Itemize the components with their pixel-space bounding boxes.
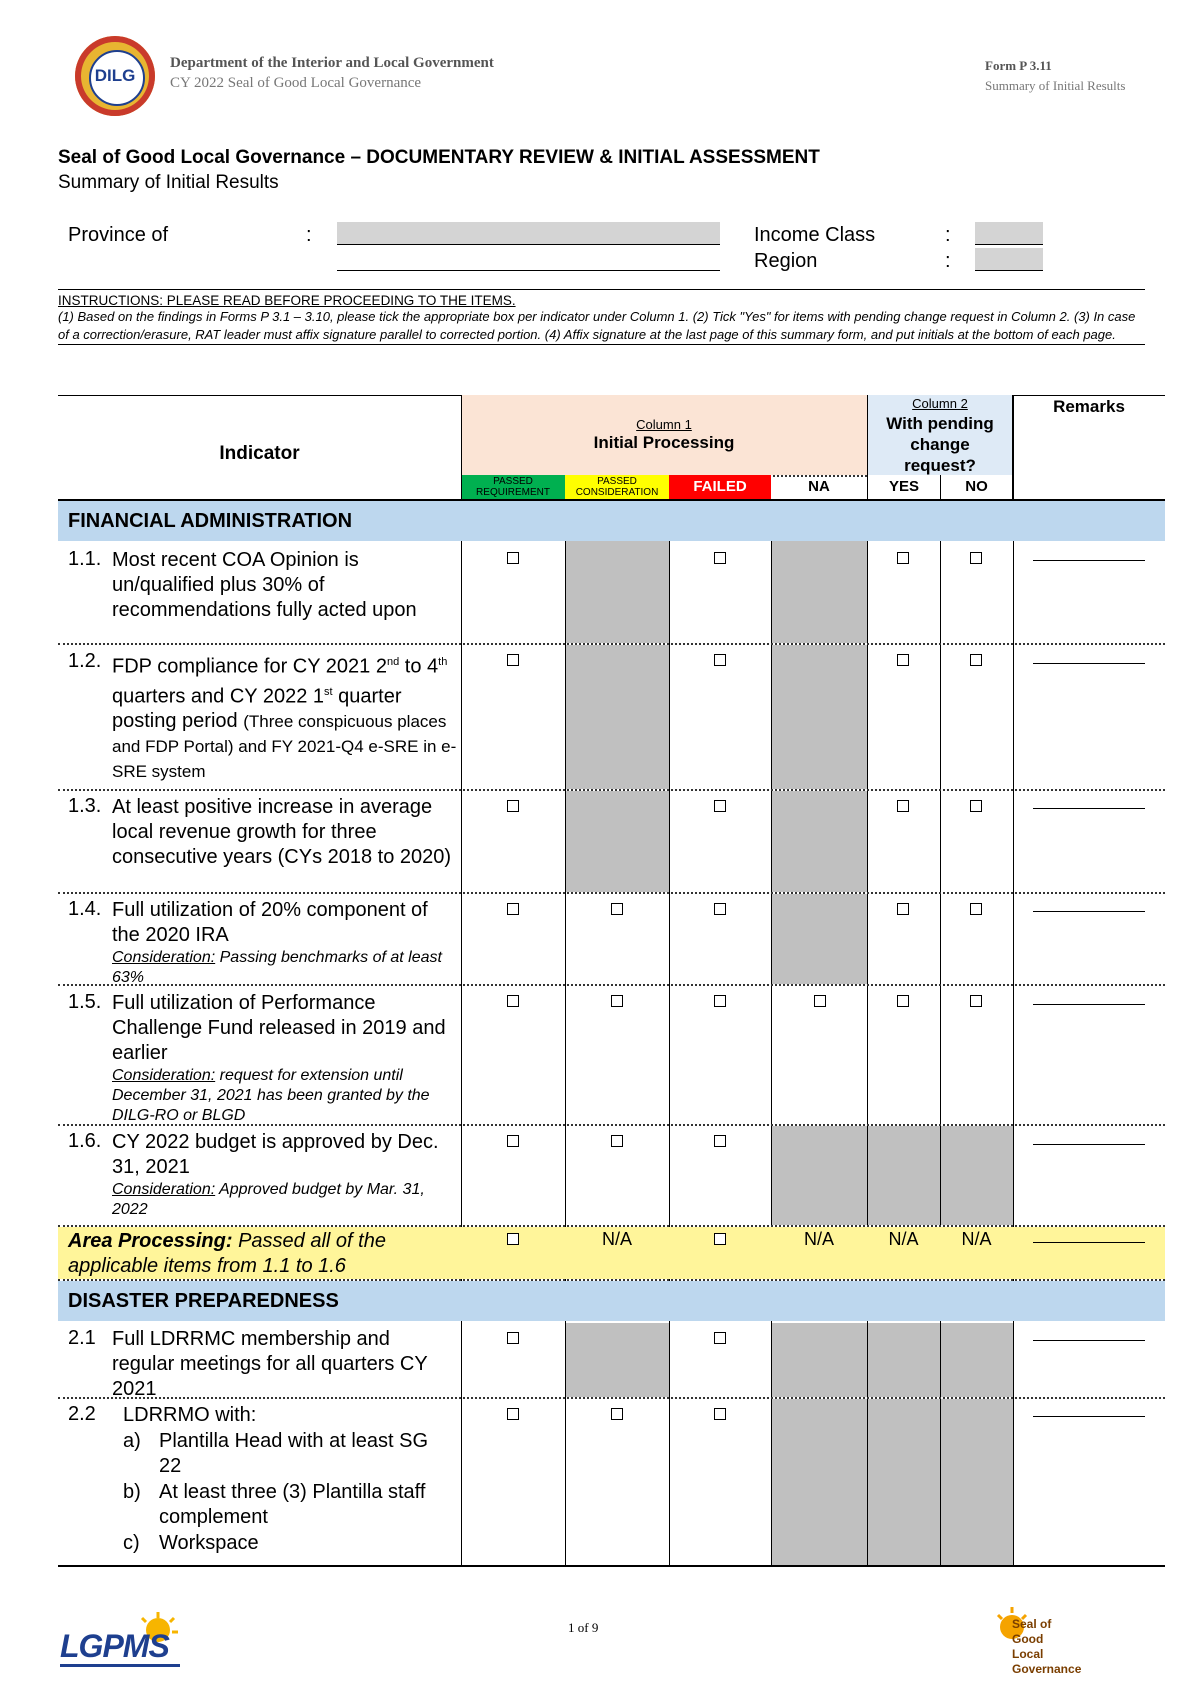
indicator-text: Full utilization of Performance Challenge Fund released in 2019 and earlier Consideration: request for extension until December 31, 2021 has been granted by the DILG-RO or BLGD [112, 992, 446, 1124]
checkbox-yes[interactable] [897, 995, 909, 1007]
na-no: N/A [961, 1229, 992, 1249]
page-subtitle: Summary of Initial Results [58, 172, 279, 193]
sub-item-label: a) [123, 1430, 141, 1452]
indicator-number: 2.1 [68, 1327, 96, 1349]
seal-logo [992, 1605, 1102, 1695]
dilg-logo: DILG [75, 36, 155, 116]
checkbox-failed[interactable] [714, 800, 726, 812]
section-financial-administration: FINANCIAL ADMINISTRATION [58, 501, 1165, 541]
section-disaster-preparedness: DISASTER PREPAREDNESS [58, 1281, 1165, 1321]
indicator-number: 1.2. [68, 650, 102, 672]
remarks-field[interactable] [1033, 911, 1145, 912]
indicator-text: Full utilization of 20% component of the 2020 IRA Consideration: Passing benchmarks of at least 63% [112, 899, 442, 986]
checkbox-failed[interactable] [714, 995, 726, 1007]
indicator-header: Indicator [219, 443, 300, 464]
indicator-number: 2.2 [68, 1403, 96, 1425]
checkbox-passed-requirement[interactable] [507, 654, 519, 666]
failed-header: FAILED [669, 475, 771, 499]
remarks-header: Remarks [1053, 397, 1125, 416]
checkbox-area-passed[interactable] [507, 1233, 519, 1245]
area-processing-label: Area Processing: Passed all of the applicable items from 1.1 to 1.6 [68, 1230, 386, 1277]
na-passed-consideration: N/A [601, 1229, 632, 1249]
checkbox-yes[interactable] [897, 654, 909, 666]
checkbox-passed-consideration[interactable] [611, 1135, 623, 1147]
indicator-text: CY 2022 budget is approved by Dec. 31, 2021 Consideration: Approved budget by Mar. 31, 2022 [112, 1131, 439, 1218]
remarks-field[interactable] [1033, 560, 1145, 561]
province-colon: : [306, 224, 312, 246]
checkbox-failed[interactable] [714, 654, 726, 666]
seal-logo-text: Seal of Good Local Governance [1012, 1617, 1082, 1676]
remarks-field[interactable] [1033, 1242, 1145, 1243]
indicator-text: Full LDRRMC membership and regular meetings for all quarters CY 2021 [112, 1328, 428, 1400]
sub-item-text: Workspace [159, 1532, 259, 1554]
checkbox-yes[interactable] [897, 552, 909, 564]
remarks-field[interactable] [1033, 1416, 1145, 1417]
indicator-text: LDRRMO with: [123, 1404, 257, 1426]
page-number: 1 of 9 [568, 1620, 599, 1635]
passed-consideration-header: PASSED CONSIDERATION [565, 475, 669, 499]
checkbox-passed-requirement[interactable] [507, 552, 519, 564]
column1-title: Initial Processing [593, 433, 735, 452]
indicator-text: FDP compliance for CY 2021 2nd to 4th quarters and CY 2022 1st quarter posting period (Three conspicuous places and FDP Portal) and FY 2021-Q4 e-SRE in e-SRE system [112, 655, 457, 782]
remarks-field[interactable] [1033, 1004, 1145, 1005]
instructions-heading: INSTRUCTIONS: PLEASE READ BEFORE PROCEEDING TO THE ITEMS. [58, 293, 516, 308]
checkbox-passed-requirement[interactable] [507, 903, 519, 915]
income-class-label: Income Class [754, 224, 876, 246]
indicator-number: 1.6. [68, 1130, 102, 1152]
checkbox-failed[interactable] [714, 903, 726, 915]
sub-item-label: c) [123, 1532, 140, 1554]
na-na: N/A [803, 1229, 834, 1249]
instructions [58, 289, 1145, 345]
indicator-number: 1.1. [68, 548, 102, 570]
program-name: CY 2022 Seal of Good Local Governance [170, 75, 422, 91]
checkbox-area-failed[interactable] [714, 1233, 726, 1245]
form-title: Summary of Initial Results [985, 78, 1126, 93]
income-class-colon: : [945, 224, 951, 246]
checkbox-no[interactable] [970, 552, 982, 564]
region-colon: : [945, 250, 951, 272]
sub-item-label: b) [123, 1481, 141, 1503]
province-label: Province of [68, 224, 169, 246]
remarks-field[interactable] [1033, 1340, 1145, 1341]
income-class-input[interactable] [975, 222, 1043, 245]
passed-requirement-header: PASSED REQUIREMENT [461, 475, 565, 499]
checkbox-failed[interactable] [714, 1408, 726, 1420]
summary-table [58, 395, 1165, 1567]
sub-item-text: Plantilla Head with at least SG 22 [159, 1430, 429, 1477]
checkbox-failed[interactable] [714, 552, 726, 564]
checkbox-yes[interactable] [897, 903, 909, 915]
remarks-field[interactable] [1033, 1144, 1145, 1145]
sub-item-text: At least three (3) Plantilla staff complement [159, 1481, 426, 1528]
checkbox-no[interactable] [970, 995, 982, 1007]
checkbox-passed-requirement[interactable] [507, 1408, 519, 1420]
remarks-field[interactable] [1033, 663, 1145, 664]
checkbox-passed-consideration[interactable] [611, 1408, 623, 1420]
lgpms-logo-text: LGPMS [60, 1628, 169, 1664]
indicator-text: Most recent COA Opinion is un/qualified plus 30% of recommendations fully acted upon [112, 549, 417, 621]
checkbox-yes[interactable] [897, 800, 909, 812]
na-header: NA [808, 478, 830, 495]
page-title: Seal of Good Local Governance – DOCUMENTARY REVIEW & INITIAL ASSESSMENT [58, 147, 820, 168]
column1-label: Column 1 [636, 417, 692, 432]
checkbox-passed-consideration[interactable] [611, 903, 623, 915]
indicator-number: 1.3. [68, 795, 102, 817]
region-input[interactable] [975, 248, 1043, 271]
column2-label: Column 2 [912, 396, 968, 411]
checkbox-no[interactable] [970, 903, 982, 915]
region-label: Region [754, 250, 818, 272]
indicator-text: At least positive increase in average local revenue growth for three consecutive years (CYs 2018 to 2020) [112, 796, 452, 868]
province-input-line2[interactable] [337, 270, 720, 271]
checkbox-no[interactable] [970, 654, 982, 666]
na-yes: N/A [888, 1229, 919, 1249]
checkbox-passed-consideration[interactable] [611, 995, 623, 1007]
checkbox-passed-requirement[interactable] [507, 1332, 519, 1344]
form-number: Form P 3.11 [985, 58, 1052, 73]
department-name: Department of the Interior and Local Government [170, 55, 494, 71]
lgpms-logo [58, 1610, 188, 1680]
checkbox-no[interactable] [970, 800, 982, 812]
province-input[interactable] [337, 222, 720, 245]
indicator-number: 1.5. [68, 991, 102, 1013]
checkbox-passed-requirement[interactable] [507, 1135, 519, 1147]
checkbox-passed-requirement[interactable] [507, 995, 519, 1007]
checkbox-passed-requirement[interactable] [507, 800, 519, 812]
column2-title: With pending change request? [886, 414, 994, 475]
instructions-text: (1) Based on the findings in Forms P 3.1 – 3.10, please tick the appropriate box per indicator under Column 1. (2) Tick "Yes" for items with pending change request in Column 2. (3) In case of a correction/erasure, RAT leader must affix signature parallel to corrected portion. (4) Affix signature at the last page of this summary form, and put initials at the bottom of each page. [58, 309, 1136, 342]
remarks-field[interactable] [1033, 808, 1145, 809]
checkbox-failed[interactable] [714, 1332, 726, 1344]
no-header: NO [940, 475, 1013, 499]
yes-header: YES [867, 475, 940, 499]
indicator-number: 1.4. [68, 898, 102, 920]
checkbox-na[interactable] [814, 995, 826, 1007]
checkbox-failed[interactable] [714, 1135, 726, 1147]
